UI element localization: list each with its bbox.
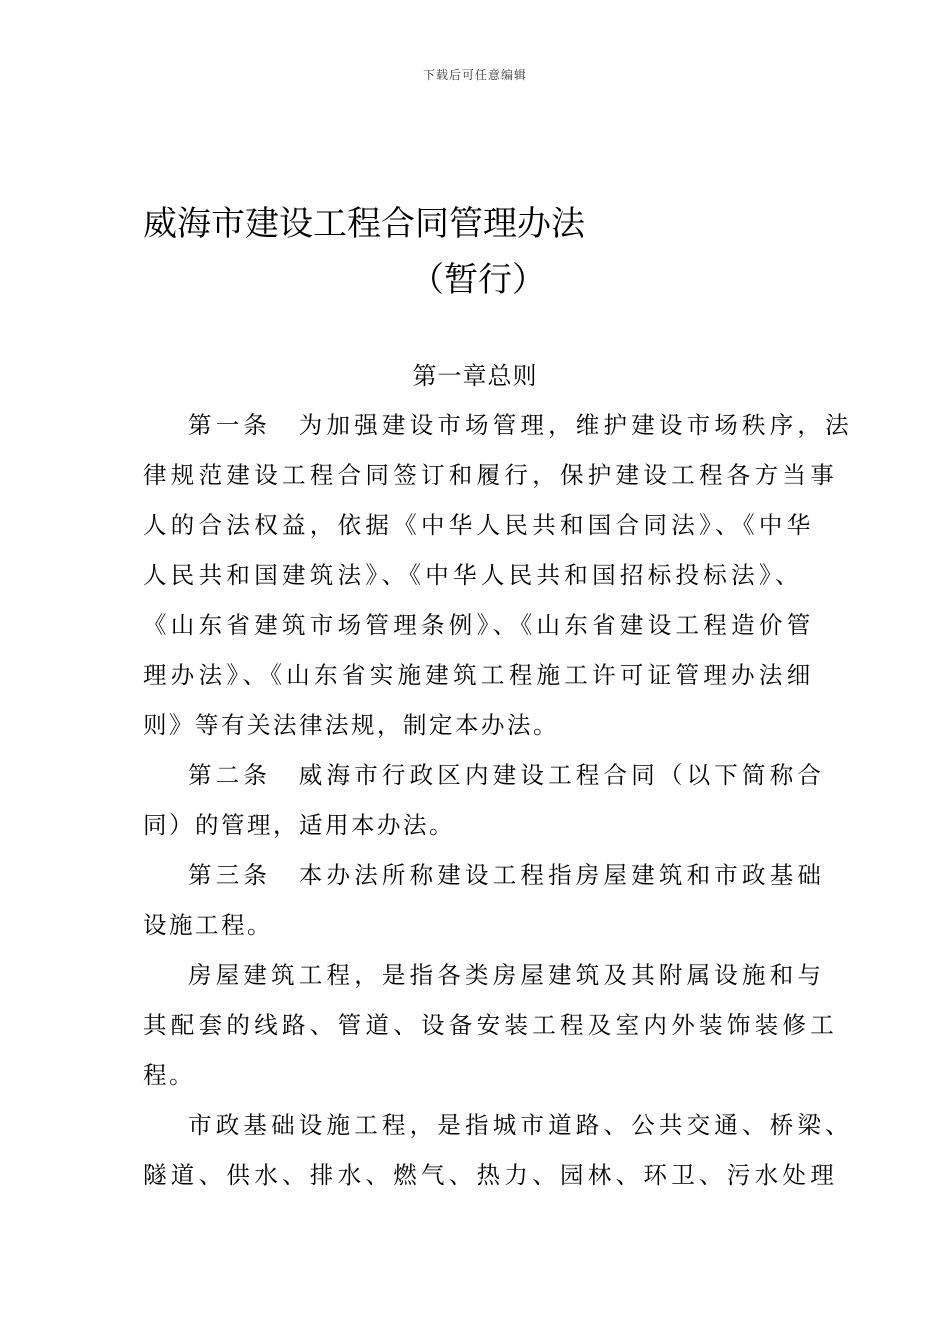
article-1-line-2: 律规范建设工程合同签订和履行，保护建设工程各方当事 [143,461,838,489]
article-3-line-2: 设施工程。 [143,911,273,939]
article-1-line-3: 人的合法权益，依据《中华人民共和国合同法》、《中华 [143,511,815,539]
article-1-line-1: 第一条 为加强建设市场管理，维护建设市场秩序，法 [188,411,853,439]
article-3-line-1: 第三条 本办法所称建设工程指房屋建筑和市政基础 [188,861,826,889]
article-1-line-4: 人民共和国建筑法》、《中华人民共和国招标投标法》、 [143,561,803,589]
header-note: 下载后可任意编辑 [422,68,527,82]
document-subtitle: （暂行） [410,260,546,300]
article-2-line-2: 同）的管理，适用本办法。 [143,811,455,839]
paragraph-housing-line-3: 程。 [143,1061,195,1089]
chapter-heading: 第一章总则 [412,362,538,390]
paragraph-housing-line-1: 房屋建筑工程，是指各类房屋建筑及其附属设施和与 [188,961,826,989]
article-1-line-5: 《山东省建筑市场管理条例》、《山东省建设工程造价管 [143,611,815,639]
article-1-line-6: 理办法》、《山东省实施建筑工程施工许可证管理办法细 [143,661,815,689]
article-1-line-7: 则》等有关法律法规，制定本办法。 [143,711,559,739]
paragraph-municipal-line-2: 隧道、供水、排水、燃气、热力、园林、环卫、污水处理 [143,1161,838,1189]
article-2-line-1: 第二条 威海市行政区内建设工程合同（以下简称合 [188,761,826,789]
paragraph-municipal-line-1: 市政基础设施工程，是指城市道路、公共交通、桥梁、 [188,1111,853,1139]
paragraph-housing-line-2: 其配套的线路、管道、设备安装工程及室内外装饰装修工 [143,1011,838,1039]
document-title: 威海市建设工程合同管理办法 [143,204,585,244]
